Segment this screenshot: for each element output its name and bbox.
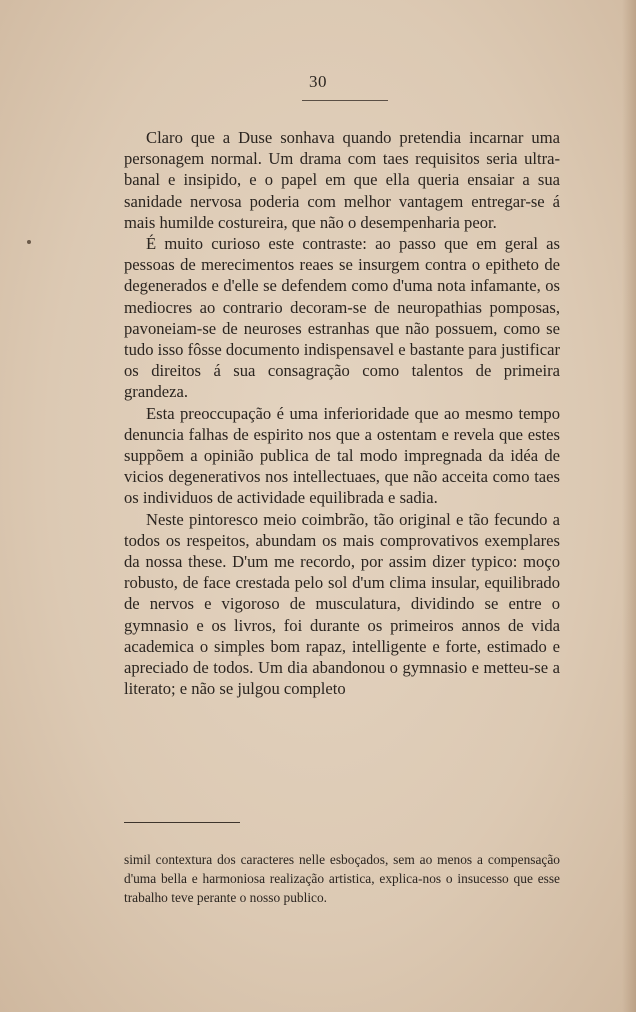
paragraph-4: Neste pintoresco meio coimbrão, tão original e tão fecundo a todos os respeitos, abundam os mais comprovativos exemplares da nossa these. D'um me recordo, por assim dizer typico: moço robusto, de face crestada pelo sol d'um clima insular, equilibrado de nervos e vigoroso de musculatura, dividindo se entre o gymnasio e os livros, foi durante os primeiros annos de vida academica o simples bom rapaz, intelligente e forte, estimado e apreciado de todos. Um dia abandonou o gymnasio e metteu-se a literato; e não se julgou completo (124, 509, 560, 699)
body-text (124, 127, 560, 699)
footnote: simil contextura dos caracteres nelle esboçados, sem ao menos a compensação d'uma bella e harmoniosa realização artistica, explica-nos o insucesso que esse trabalho teve perante o nosso publico. (124, 852, 560, 905)
page-number-rule (302, 100, 388, 101)
page-edge-shadow (622, 0, 636, 1012)
paragraph-3: Esta preoccupação é uma inferioridade que ao mesmo tempo denuncia falhas de espirito nos que a ostentam e revela que estes suppõem a opinião publica de tal modo impregnada da idéa de vicios degenerativos nos intellectuaes, que não acceita como taes os individuos de actividade equilibrada e sadia. (124, 403, 560, 508)
paper-speck (27, 240, 31, 244)
paragraph-1: Claro que a Duse sonhava quando pretendia incarnar uma personagem normal. Um drama com taes requisitos seria ultra-banal e insipido, e o papel em que ella queria ensaiar a sua sanidade nervosa poderia com melhor vantagem entregar-se á mais humilde costureira, que não o desempenharia peor. (124, 128, 560, 232)
paragraph-2: É muito curioso este contraste: ao passo que em geral as pessoas de merecimentos reaes se insurgem contra o epitheto de degenerados e d'elle se defendem como d'uma nota infamante, os mediocres ao contrario decoram-se de neuropathias pomposas, pavoneiam-se de neuroses estranhas que não possuem, como se tudo isso fôsse documento indispensavel e bastante para justificar os direitos á sua consagração como talentos de primeira grandeza. (124, 234, 560, 402)
page-number: 30 (309, 72, 327, 91)
footnote-rule (124, 822, 240, 823)
